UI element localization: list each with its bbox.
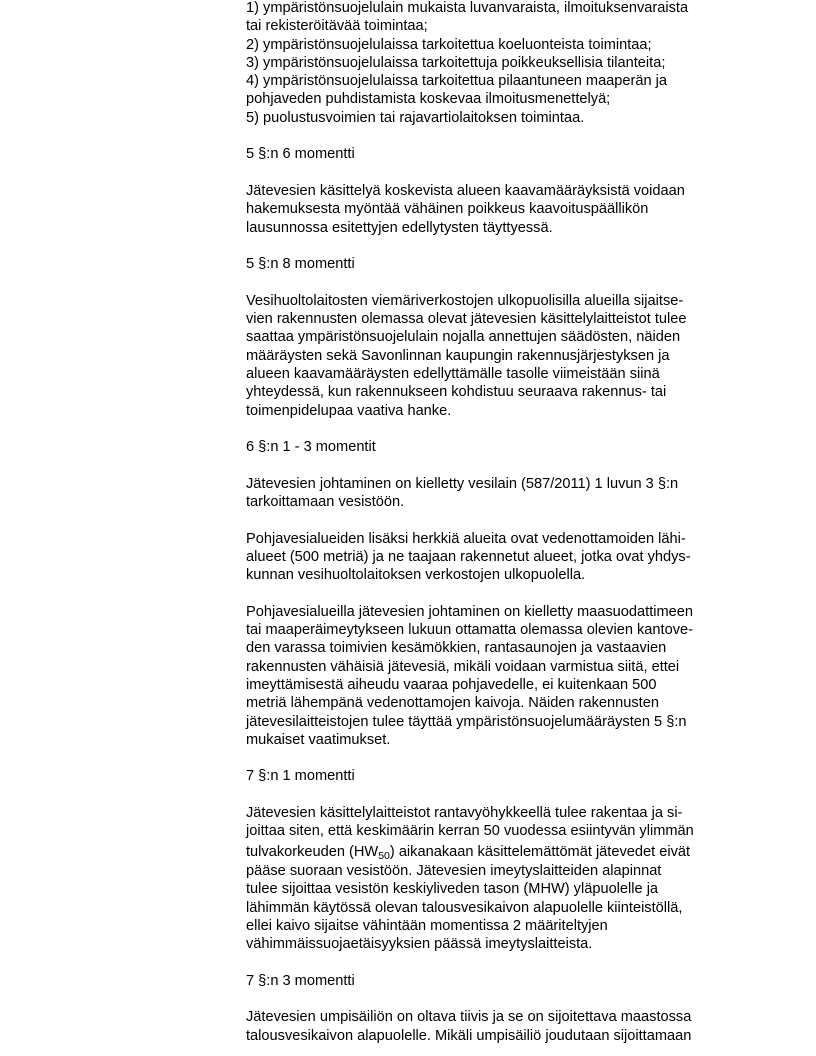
section-heading: 6 §:n 1 - 3 momentit [246, 439, 376, 456]
section-5-8 [246, 255, 746, 420]
subscript-50: 50 [378, 849, 390, 862]
text-fragment: tulvakorkeuden (HW [246, 843, 379, 860]
paragraph-line: määräysten sekä Savonlinnan kaupungin rakennusjärjestyksen ja [246, 347, 670, 364]
section-7-3 [246, 972, 746, 1045]
section-6 [246, 438, 746, 749]
paragraph-line: toimenpidelupaa vaativa hanke. [246, 402, 452, 419]
paragraph [246, 530, 746, 585]
paragraph-line: tai maaperäimeytykseen lukuun ottamatta olemassa olevien kantove- [246, 622, 693, 639]
paragraph-line: rakennusten vähäisiä jätevesiä, mikäli voidaan varmistua siitä, ettei [246, 658, 680, 675]
section-heading: 7 §:n 1 momentti [246, 768, 355, 785]
document-page [246, 0, 746, 1045]
paragraph-line: 4) ympäristönsuojelulaissa tarkoitettua pilaantuneen maaperän ja [246, 73, 668, 90]
paragraph [246, 292, 746, 420]
paragraph-line: tulee sijoittaa vesistön keskiyliveden tason (MHW) yläpuolelle ja [246, 881, 659, 898]
section-heading: 5 §:n 6 momentti [246, 146, 355, 163]
paragraph [246, 603, 746, 749]
paragraph-line: 2) ympäristönsuojelulaissa tarkoitettua koeluonteista toimintaa; [246, 36, 652, 53]
paragraph-line: kunnan vesihuoltolaitoksen verkostojen ulkopuolella. [246, 567, 586, 584]
paragraph-line: lausunnossa esitettyjen edellytysten täyttyessä. [246, 219, 553, 236]
paragraph-line: jätevesilaitteistojen tulee täyttää ympäristönsuojelumääräysten 5 §:n [246, 713, 687, 730]
paragraph-line: Jätevesien johtaminen on kielletty vesilain (587/2011) 1 luvun 3 §:n [246, 475, 679, 492]
paragraph-line: pääse suoraan vesistöön. Jätevesien imeytyslaitteiden alapinnat [246, 862, 662, 879]
paragraph-line: vähimmäissuojaetäisyyksien päässä imeytyslaitteista. [246, 936, 593, 953]
paragraph-line: den varassa toimivien kesämökkien, rantasaunojen ja vastaavien [246, 640, 667, 657]
paragraph-line: Pohjavesialueilla jätevesien johtaminen on kielletty maasuodattimeen [246, 603, 693, 620]
paragraph-line: joittaa siten, että keskimäärin kerran 50 vuodessa esiintyvän ylimmän [246, 823, 694, 840]
paragraph-line: Jätevesien käsittelylaitteistot rantavyöhykkeellä tulee rakentaa ja si- [246, 805, 683, 822]
list-section [246, 0, 746, 127]
paragraph-line: Jätevesien umpisäiliön on oltava tiivis ja se on sijoitettava maastossa [246, 1009, 692, 1026]
section-heading: 5 §:n 8 momentti [246, 256, 355, 273]
paragraph-line: tarkoittamaan vesistöön. [246, 494, 405, 511]
paragraph-line: alueet (500 metriä) ja ne taajaan rakennetut alueet, jotka ovat yhdys- [246, 548, 691, 565]
paragraph-line: vien rakennusten olemassa olevat jätevesien käsittelylaitteistot tulee [246, 311, 687, 328]
paragraph-line: 5) puolustusvoimien tai rajavartiolaitoksen toimintaa. [246, 109, 585, 126]
paragraph-line: saattaa ympäristönsuojelulain nojalla annettujen säädösten, näiden [246, 329, 681, 346]
section-heading: 7 §:n 3 momentti [246, 972, 355, 989]
section-7-1 [246, 767, 746, 953]
paragraph-line: hakemuksesta myöntää vähäinen poikkeus kaavoituspäällikön [246, 201, 649, 218]
paragraph [246, 804, 746, 953]
paragraph-line: alueen kaavamääräysten edellyttämälle tasolle viimeistään siinä [246, 365, 660, 382]
paragraph-line: lähimmän käytössä olevan talousvesikaivon alapuolelle kiinteistöllä, [246, 899, 683, 916]
paragraph-line: Vesihuoltolaitosten viemäriverkostojen ulkopuolisilla alueilla sijaitse- [246, 292, 684, 309]
paragraph-line: 3) ympäristönsuojelulaissa tarkoitettuja poikkeuksellisia tilanteita; [246, 54, 666, 71]
text-fragment: ) aikanakaan käsittelemättömät jätevedet eivät [389, 843, 691, 860]
paragraph-line: ellei kaivo sijaitse vähintään momentissa 2 määriteltyjen [246, 917, 608, 934]
paragraph-line-hw [246, 843, 746, 861]
paragraph-line: talousvesikaivon alapuolelle. Mikäli umpisäiliö joudutaan sijoittamaan [246, 1027, 692, 1044]
paragraph-line: metriä lähempänä vedenottamojen kaivoja. Näiden rakennusten [246, 695, 659, 712]
paragraph-line: tai rekisteröitävää toimintaa; [246, 18, 428, 35]
section-5-6 [246, 145, 746, 236]
paragraph [246, 1008, 746, 1045]
paragraph-line: pohjaveden puhdistamista koskevaa ilmoitusmenettelyä; [246, 91, 611, 108]
paragraph [246, 182, 746, 237]
paragraph-line: Pohjavesialueiden lisäksi herkkiä alueita ovat vedenottamoiden lähi- [246, 530, 686, 547]
paragraph [246, 475, 746, 512]
paragraph-line: mukaiset vaatimukset. [246, 731, 391, 748]
paragraph-line: yhteydessä, kun rakennukseen kohdistuu seuraava rakennus- tai [246, 384, 667, 401]
paragraph-line: 1) ympäristönsuojelulain mukaista luvanvaraista, ilmoituksenvaraista [246, 0, 689, 16]
paragraph-line: Jätevesien käsittelyä koskevista alueen kaavamääräyksistä voidaan [246, 182, 685, 199]
paragraph-line: imeyttämisestä aiheudu vaaraa pohjavedelle, ei kuitenkaan 500 [246, 676, 657, 693]
